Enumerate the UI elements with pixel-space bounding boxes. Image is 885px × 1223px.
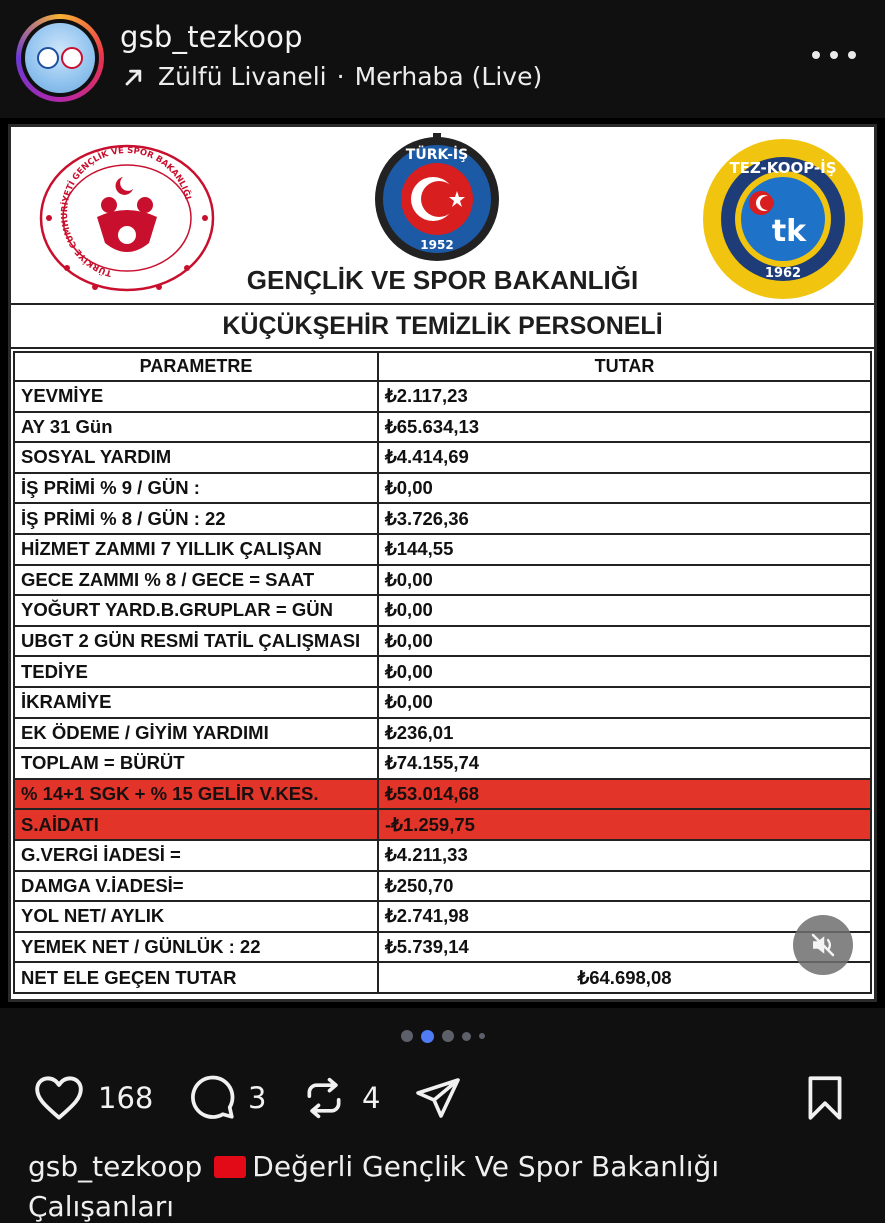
post-actions: [0, 1068, 885, 1128]
avatar[interactable]: [16, 14, 104, 102]
row-value: ₺2.741,98: [378, 901, 871, 932]
row-label: AY 31 Gün: [14, 412, 378, 443]
table-row: [14, 412, 871, 443]
row-value: ₺144,55: [378, 534, 871, 565]
row-label: GECE ZAMMI % 8 / GECE = SAAT: [14, 565, 378, 596]
row-label: EK ÖDEME / GİYİM YARDIMI: [14, 718, 378, 749]
table-row: [14, 718, 871, 749]
repost-icon: [302, 1073, 346, 1123]
document-subtitle: KÜÇÜKŞEHİR TEMİZLİK PERSONELİ: [11, 303, 874, 349]
carousel-dot-active: [421, 1030, 434, 1043]
table-row: [14, 442, 871, 473]
carousel-dot: [442, 1030, 454, 1042]
table-row: [14, 595, 871, 626]
caption-text: Değerli Gençlik Ve Spor Bakanlığı: [252, 1150, 720, 1183]
row-value: ₺250,70: [378, 871, 871, 902]
svg-text:TÜRK-İŞ: TÜRK-İŞ: [405, 147, 469, 163]
repost-button[interactable]: [302, 1068, 380, 1128]
repost-count: 4: [362, 1081, 381, 1115]
svg-text:tk: tk: [771, 214, 807, 249]
row-value: ₺64.698,08: [378, 962, 871, 993]
table-row: [14, 626, 871, 657]
row-label: SOSYAL YARDIM: [14, 442, 378, 473]
row-value: ₺0,00: [378, 595, 871, 626]
turkis-logo: [373, 135, 501, 263]
row-value: -₺1.259,75: [378, 809, 871, 840]
row-value: ₺74.155,74: [378, 748, 871, 779]
dot-icon: [848, 51, 856, 59]
svg-text:TEZ-KOOP-İŞ: TEZ-KOOP-İŞ: [729, 159, 837, 177]
carousel-indicator: [0, 1026, 885, 1046]
carousel-dot: [462, 1032, 471, 1041]
row-value: ₺5.739,14: [378, 932, 871, 963]
row-value: ₺2.117,23: [378, 381, 871, 412]
row-label: G.VERGİ İADESİ =: [14, 840, 378, 871]
like-button[interactable]: [32, 1068, 153, 1128]
row-label: YOĞURT YARD.B.GRUPLAR = GÜN: [14, 595, 378, 626]
row-label: DAMGA V.İADESİ=: [14, 871, 378, 902]
row-label: % 14+1 SGK + % 15 GELİR V.KES.: [14, 779, 378, 810]
row-label: İKRAMİYE: [14, 687, 378, 718]
comment-icon: [186, 1073, 238, 1123]
username[interactable]: gsb_tezkoop: [120, 20, 303, 54]
row-label: YOL NET/ AYLIK: [14, 901, 378, 932]
avatar-badge-left-icon: [37, 47, 59, 69]
table-row: [14, 473, 871, 504]
turkish-flag-icon: [214, 1156, 246, 1178]
table-row: [14, 656, 871, 687]
dot-icon: [812, 51, 820, 59]
more-options-button[interactable]: [812, 40, 856, 70]
audio-track: Merhaba (Live): [354, 62, 543, 91]
arrow-up-right-icon: [120, 63, 148, 91]
logo-area: [11, 127, 874, 303]
row-label: TOPLAM = BÜRÜT: [14, 748, 378, 779]
table-row: [14, 381, 871, 412]
row-value: ₺4.211,33: [378, 840, 871, 871]
heart-icon: [32, 1074, 86, 1122]
row-value: ₺4.414,69: [378, 442, 871, 473]
dot-icon: [830, 51, 838, 59]
row-value: ₺236,01: [378, 718, 871, 749]
row-label: İŞ PRİMİ % 8 / GÜN : 22: [14, 503, 378, 534]
caption-username[interactable]: gsb_tezkoop: [28, 1150, 203, 1183]
row-value: ₺0,00: [378, 656, 871, 687]
row-value: ₺0,00: [378, 626, 871, 657]
row-label: İŞ PRİMİ % 9 / GÜN :: [14, 473, 378, 504]
caption-text-line2: Çalışanları: [28, 1190, 174, 1223]
post-image[interactable]: [0, 118, 885, 1008]
table-row: [14, 871, 871, 902]
svg-text:TÜRKİYE CUMHURİYETİ GENÇLİK VE: TÜRKİYE CUMHURİYETİ GENÇLİK VE SPOR BAKANLIĞI: [59, 145, 193, 278]
row-value: ₺65.634,13: [378, 412, 871, 443]
table-row-total: [14, 962, 871, 993]
carousel-dot: [479, 1033, 485, 1039]
row-value: ₺53.014,68: [378, 779, 871, 810]
row-label: TEDİYE: [14, 656, 378, 687]
audio-separator: ·: [336, 62, 345, 91]
post-header: [0, 0, 885, 118]
speaker-muted-icon: [808, 930, 838, 960]
audio-artist: Zülfü Livaneli: [158, 62, 327, 91]
like-count: 168: [98, 1081, 154, 1115]
table-row: [14, 901, 871, 932]
row-value: ₺0,00: [378, 473, 871, 504]
table-row-highlighted: [14, 779, 871, 810]
ministry-title: GENÇLİK VE SPOR BAKANLIĞI: [246, 265, 639, 295]
share-button[interactable]: [412, 1068, 464, 1128]
row-label: YEVMİYE: [14, 381, 378, 412]
comment-count: 3: [248, 1081, 267, 1115]
svg-text:1952: 1952: [420, 238, 454, 252]
table-row: [14, 748, 871, 779]
bookmark-icon: [800, 1073, 850, 1123]
svg-text:1962: 1962: [764, 266, 802, 281]
table-header-row: [14, 352, 871, 381]
carousel-dot: [401, 1030, 413, 1042]
table-row: [14, 932, 871, 963]
table-row: [14, 687, 871, 718]
row-value: ₺0,00: [378, 565, 871, 596]
mute-button[interactable]: [793, 915, 853, 975]
row-label: NET ELE GEÇEN TUTAR: [14, 962, 378, 993]
row-value: ₺3.726,36: [378, 503, 871, 534]
save-button[interactable]: [800, 1068, 850, 1128]
salary-document: [8, 124, 877, 1002]
comment-button[interactable]: [186, 1068, 266, 1128]
avatar-badge-right-icon: [61, 47, 83, 69]
column-header-amount: TUTAR: [378, 352, 871, 381]
table-row-highlighted: [14, 809, 871, 840]
salary-table: [13, 351, 872, 994]
row-value: ₺0,00: [378, 687, 871, 718]
table-row: [14, 503, 871, 534]
send-icon: [412, 1074, 464, 1122]
column-header-parameter: PARAMETRE: [14, 352, 378, 381]
row-label: YEMEK NET / GÜNLÜK : 22: [14, 932, 378, 963]
row-label: HİZMET ZAMMI 7 YILLIK ÇALIŞAN: [14, 534, 378, 565]
post-caption: [28, 1150, 719, 1183]
audio-attribution[interactable]: [120, 62, 542, 91]
table-row: [14, 565, 871, 596]
table-row: [14, 840, 871, 871]
row-label: UBGT 2 GÜN RESMİ TATİL ÇALIŞMASI: [14, 626, 378, 657]
row-label: S.AİDATI: [14, 809, 378, 840]
table-row: [14, 534, 871, 565]
